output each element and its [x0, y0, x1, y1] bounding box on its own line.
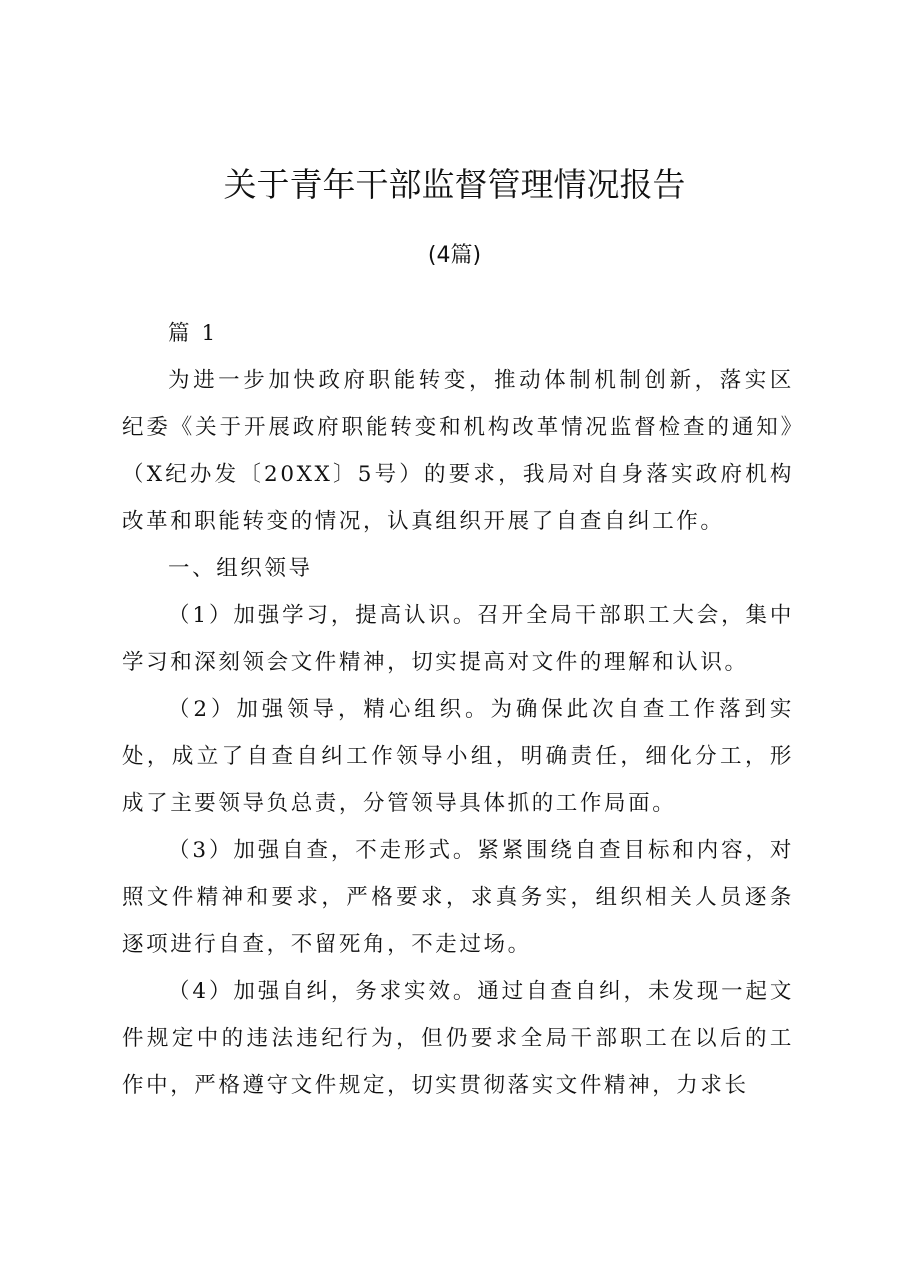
intro-paragraph: 为进一步加快政府职能转变，推动体制机制创新，落实区纪委《关于开展政府职能转变和机构改革情况监督检查的通知》（X纪办发〔20XX〕5号）的要求，我局对自身落实政府机构改革和职能转变的情况，认真组织开展了自查自纠工作。: [122, 368, 794, 534]
section-heading-organization: 一、组织领导: [168, 556, 313, 581]
document-body: [122, 310, 794, 1109]
paragraph-item-4: （4）加强自纠，务求实效。通过自查自纠，未发现一起文件规定中的违法违纪行为，但仍要求全局干部职工在以后的工作中，严格遵守文件规定，切实贯彻落实文件精神，力求长: [122, 979, 794, 1098]
paragraph-item-1: （1）加强学习，提高认识。召开全局干部职工大会，集中学习和深刻领会文件精神，切实提高对文件的理解和认识。: [122, 603, 794, 675]
document-subtitle: (4篇): [427, 243, 482, 268]
paragraph-item-2: （2）加强领导，精心组织。为确保此次自查工作落到实处，成立了自查自纠工作领导小组，明确责任，细化分工，形成了主要领导负总责，分管领导具体抓的工作局面。: [122, 697, 794, 816]
document-title: 关于青年干部监督管理情况报告: [223, 165, 686, 204]
paragraph-item-3: （3）加强自查，不走形式。紧紧围绕自查目标和内容，对照文件精神和要求，严格要求，求真务实，组织相关人员逐条逐项进行自查，不留死角，不走过场。: [122, 838, 794, 957]
section-heading-piece-1: 篇 1: [168, 321, 218, 346]
